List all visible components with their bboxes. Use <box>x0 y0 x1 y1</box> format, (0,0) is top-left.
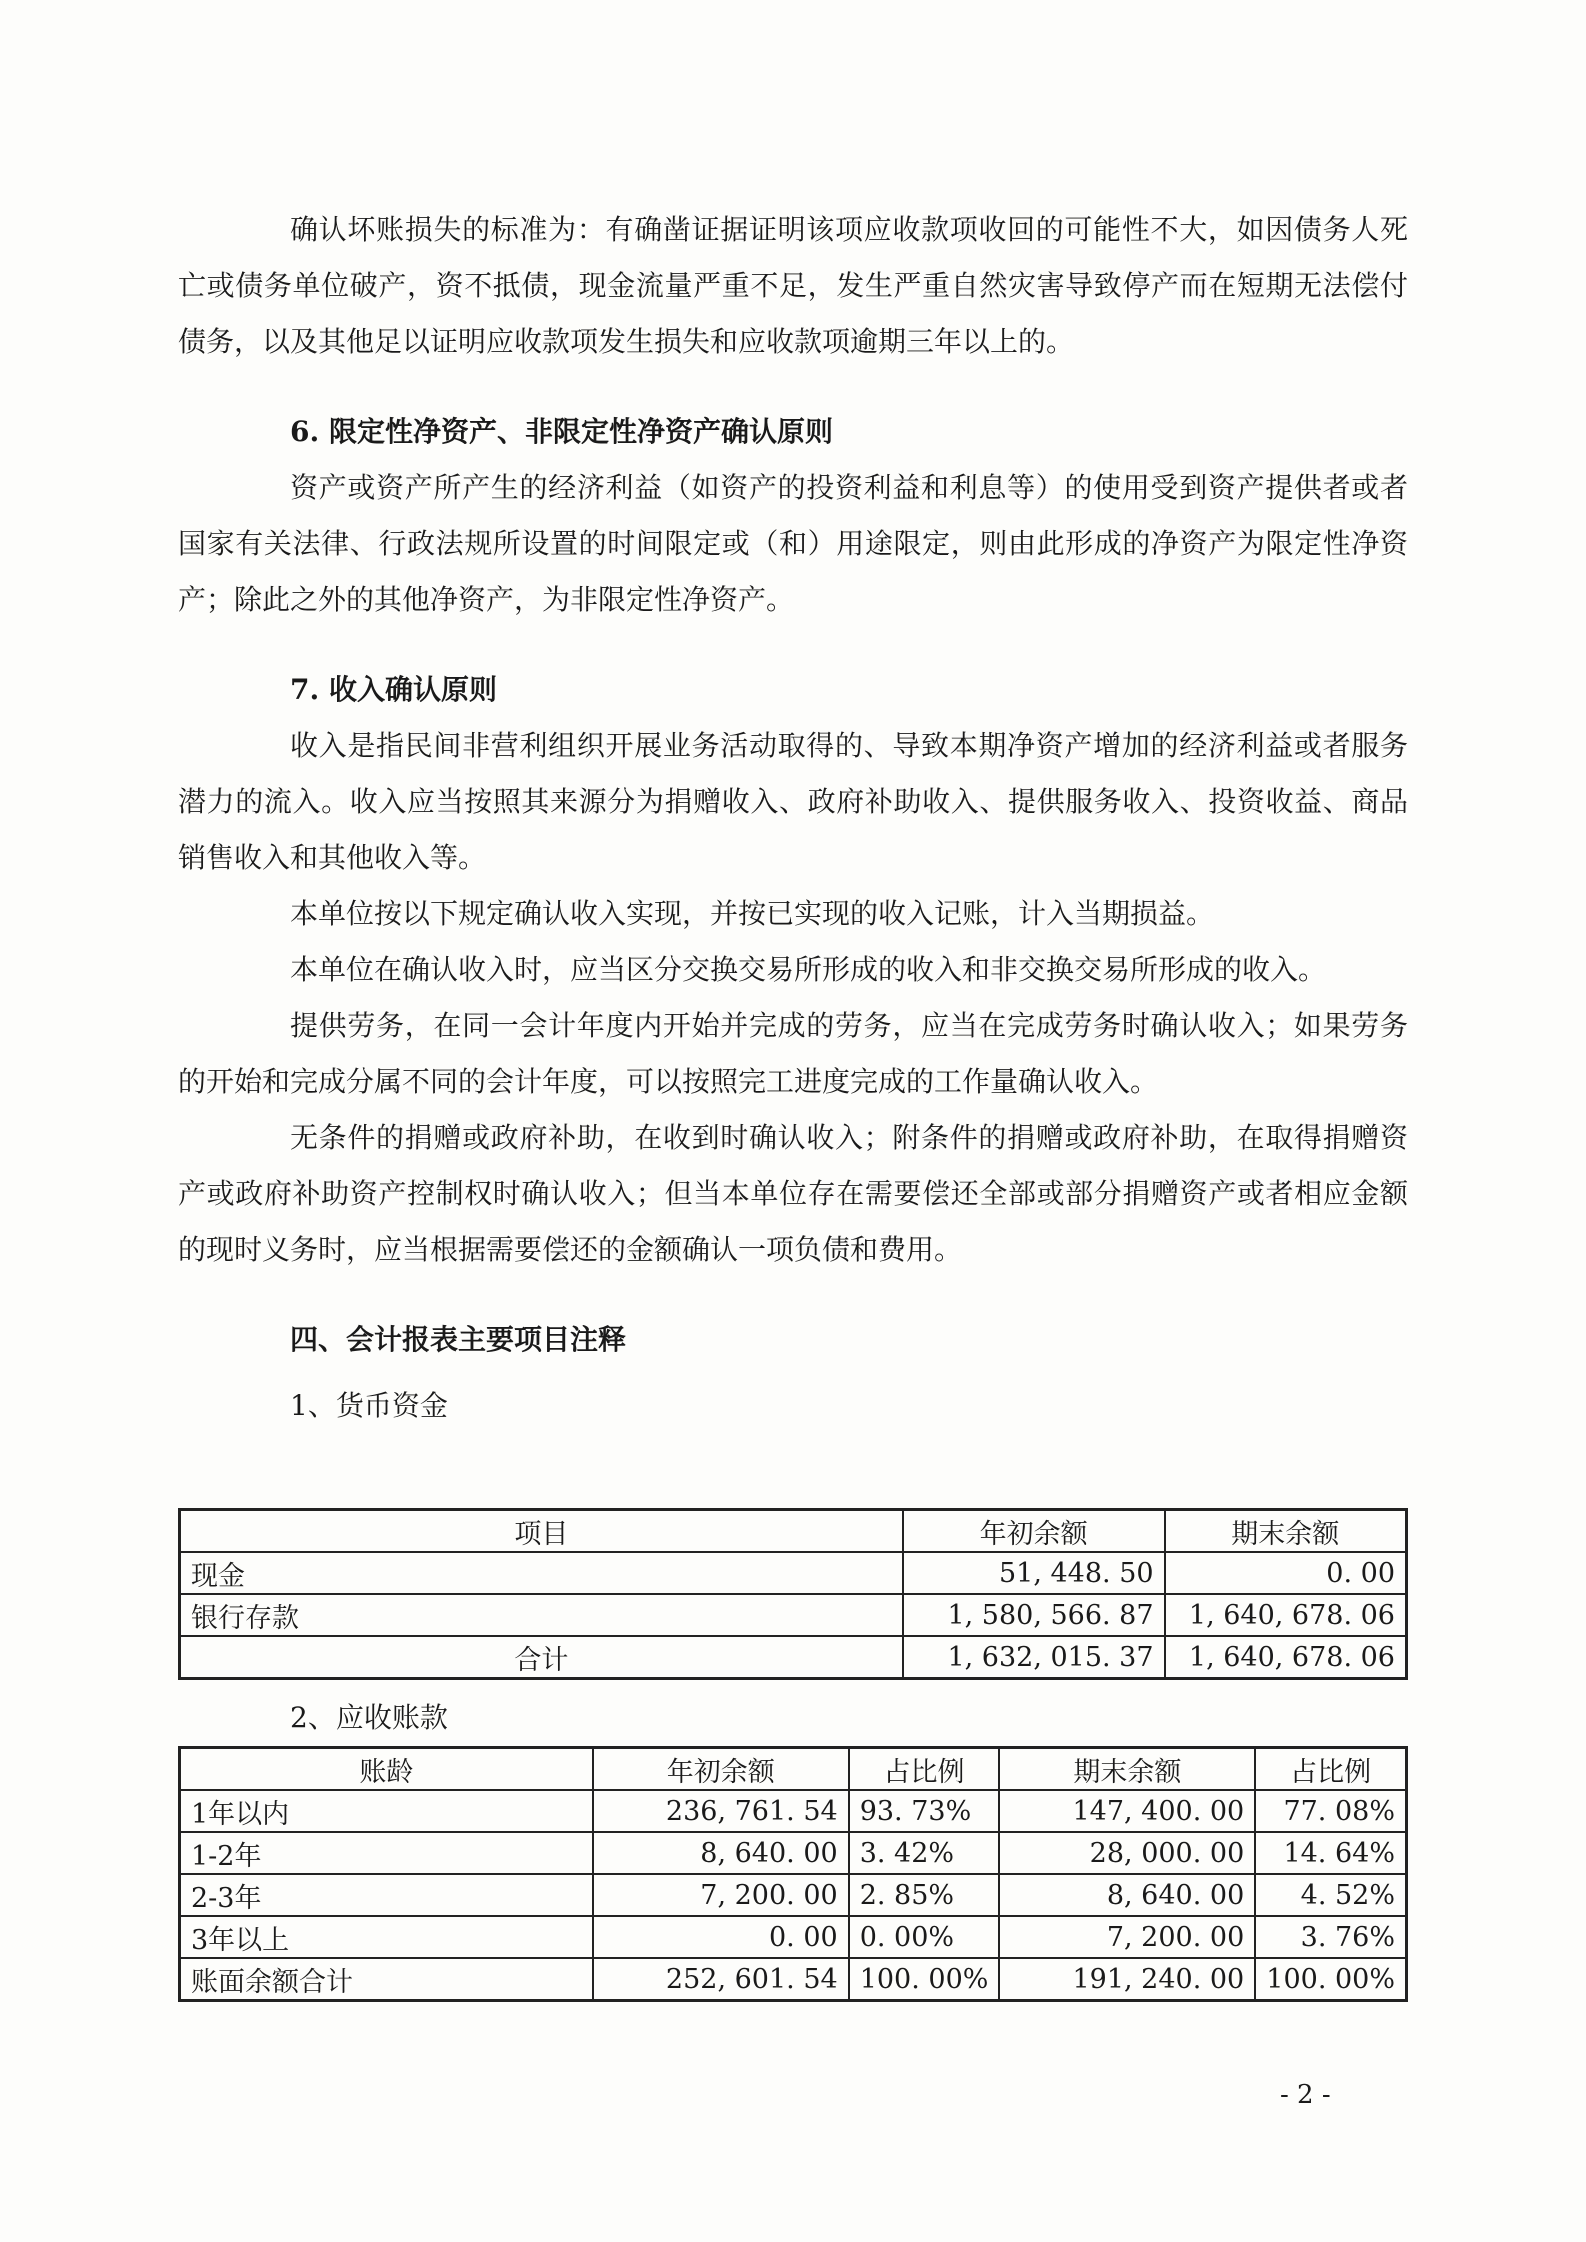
table-cell: 191, 240. 00 <box>999 1958 1255 2001</box>
table-cell: 51, 448. 50 <box>903 1552 1165 1594</box>
header-cell: 占比例 <box>849 1748 1000 1791</box>
table-row <box>180 1552 1407 1594</box>
table-cell: 77. 08% <box>1255 1790 1406 1832</box>
paragraph-donations: 无条件的捐赠或政府补助，在收到时确认收入；附条件的捐赠或政府补助，在取得捐赠资产或政府补助资产控制权时确认收入；但当本单位存在需要偿还全部或部分捐赠资产或者相应金额的现时义务时，应当根据需要偿还的金额确认一项负债和费用。 <box>178 1121 1408 1266</box>
table-cell: 3. 76% <box>1255 1916 1406 1958</box>
section-4-heading: 四、会计报表主要项目注释 <box>290 1323 627 1356</box>
header-cell: 年初余额 <box>593 1748 849 1791</box>
table-cell: 236, 761. 54 <box>593 1790 849 1832</box>
table-row <box>180 1594 1407 1636</box>
table-row <box>180 1832 1407 1874</box>
table-cell: 账面余额合计 <box>180 1958 593 2001</box>
table-row <box>180 1874 1407 1916</box>
page-number: - 2 - <box>1280 2080 1331 2110</box>
section-6-heading: 6. 限定性净资产、非限定性净资产确认原则 <box>290 415 833 448</box>
paragraph-income-recording: 本单位按以下规定确认收入实现，并按已实现的收入记账，计入当期损益。 <box>290 897 1215 930</box>
table-header-row <box>180 1510 1407 1553</box>
paragraph-bad-debt: 确认坏账损失的标准为：有确凿证据证明该项应收款项收回的可能性不大，如因债务人死亡或债务单位破产，资不抵债，现金流量严重不足，发生严重自然灾害导致停产而在短期无法偿付债务，以及其他足以证明应收款项发生损失和应收款项逾期三年以上的。 <box>178 213 1408 358</box>
table-cell: 28, 000. 00 <box>999 1832 1255 1874</box>
table-cell: 1, 640, 678. 06 <box>1165 1636 1407 1679</box>
table-total-row <box>180 1958 1407 2001</box>
body-text <box>178 202 1408 1434</box>
table-cell: 1年以内 <box>180 1790 593 1832</box>
table-header-row <box>180 1748 1407 1791</box>
receivables-table <box>178 1746 1408 2002</box>
table-cell: 100. 00% <box>849 1958 1000 2001</box>
table-cell: 7, 200. 00 <box>999 1916 1255 1958</box>
paragraph-services: 提供劳务，在同一会计年度内开始并完成的劳务，应当在完成劳务时确认收入；如果劳务的开始和完成分属不同的会计年度，可以按照完工进度完成的工作量确认收入。 <box>178 1009 1408 1098</box>
table-cell: 1-2年 <box>180 1832 593 1874</box>
table-cell: 2. 85% <box>849 1874 1000 1916</box>
table-row <box>180 1916 1407 1958</box>
table-cell: 合计 <box>180 1636 903 1679</box>
header-cell: 占比例 <box>1255 1748 1406 1791</box>
table-cell: 0. 00% <box>849 1916 1000 1958</box>
table-cell: 0. 00 <box>1165 1552 1407 1594</box>
receivables-caption-wrap <box>178 1690 1408 1746</box>
table-cell: 2-3年 <box>180 1874 593 1916</box>
header-cell: 年初余额 <box>903 1510 1165 1553</box>
cash-table-caption: 1、货币资金 <box>290 1389 448 1422</box>
header-cell: 账龄 <box>180 1748 593 1791</box>
table-cell: 93. 73% <box>849 1790 1000 1832</box>
header-cell: 期末余额 <box>1165 1510 1407 1553</box>
table-cell: 1, 640, 678. 06 <box>1165 1594 1407 1636</box>
table-cell: 现金 <box>180 1552 903 1594</box>
table-cell: 1, 632, 015. 37 <box>903 1636 1165 1679</box>
table-cell: 147, 400. 00 <box>999 1790 1255 1832</box>
cash-table <box>178 1508 1408 1680</box>
receivables-table-caption: 2、应收账款 <box>290 1701 448 1734</box>
table-cell: 银行存款 <box>180 1594 903 1636</box>
table-cell: 8, 640. 00 <box>999 1874 1255 1916</box>
header-cell: 项目 <box>180 1510 903 1553</box>
table-total-row <box>180 1636 1407 1679</box>
table-cell: 252, 601. 54 <box>593 1958 849 2001</box>
header-cell: 期末余额 <box>999 1748 1255 1791</box>
table-cell: 8, 640. 00 <box>593 1832 849 1874</box>
table-cell: 100. 00% <box>1255 1958 1406 2001</box>
table-row <box>180 1790 1407 1832</box>
section-7-heading: 7. 收入确认原则 <box>290 673 497 706</box>
table-cell: 7, 200. 00 <box>593 1874 849 1916</box>
paragraph-net-assets: 资产或资产所产生的经济利益（如资产的投资利益和利息等）的使用受到资产提供者或者国家有关法律、行政法规所设置的时间限定或（和）用途限定，则由此形成的净资产为限定性净资产；除此之外的其他净资产，为非限定性净资产。 <box>178 471 1408 616</box>
table-cell: 3年以上 <box>180 1916 593 1958</box>
paragraph-income-exchange: 本单位在确认收入时，应当区分交换交易所形成的收入和非交换交易所形成的收入。 <box>290 953 1327 986</box>
paragraph-income-definition: 收入是指民间非营利组织开展业务活动取得的、导致本期净资产增加的经济利益或者服务潜力的流入。收入应当按照其来源分为捐赠收入、政府补助收入、提供服务收入、投资收益、商品销售收入和其他收入等。 <box>178 729 1408 874</box>
table-cell: 4. 52% <box>1255 1874 1406 1916</box>
table-cell: 3. 42% <box>849 1832 1000 1874</box>
table-cell: 14. 64% <box>1255 1832 1406 1874</box>
table-cell: 1, 580, 566. 87 <box>903 1594 1165 1636</box>
table-cell: 0. 00 <box>593 1916 849 1958</box>
